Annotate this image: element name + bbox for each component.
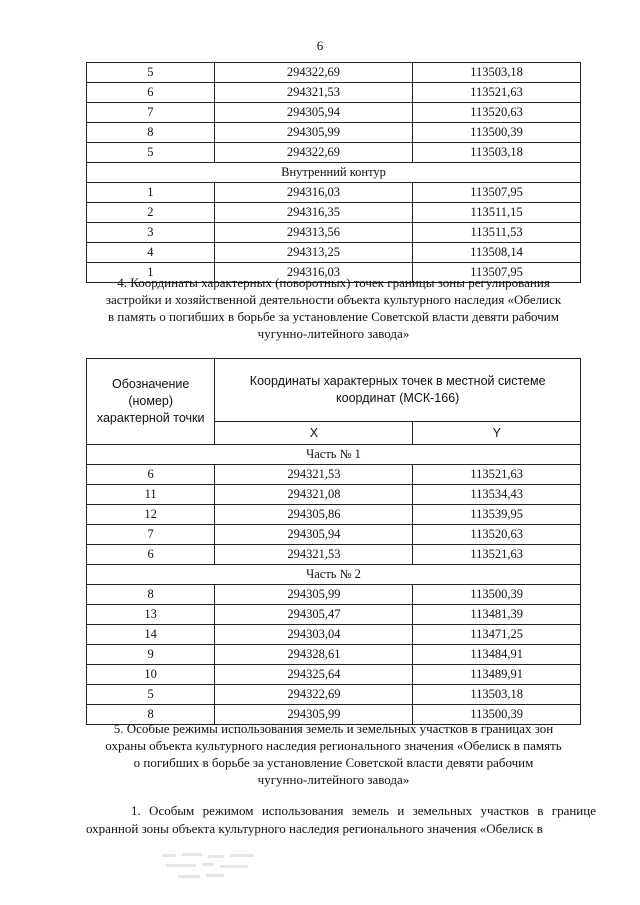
point-cell: 12 <box>87 505 215 525</box>
header-point-cell <box>87 359 215 445</box>
x-cell: 294305,94 <box>214 103 412 123</box>
section-4-title <box>86 274 581 342</box>
point-cell: 1 <box>87 183 215 203</box>
section-5-line: 5. Особые режимы использования земель и земельных участков в границах зон <box>113 721 554 736</box>
point-cell: 5 <box>87 143 215 163</box>
y-cell: 113481,39 <box>413 605 581 625</box>
header-point-line: (номер) <box>128 394 174 408</box>
table-row <box>87 183 581 203</box>
y-cell: 113511,15 <box>413 203 581 223</box>
point-cell: 14 <box>87 625 215 645</box>
point-cell: 7 <box>87 103 215 123</box>
header-y: Y <box>413 422 581 445</box>
y-cell: 113507,95 <box>413 183 581 203</box>
table-row <box>87 83 581 103</box>
x-cell: 294305,86 <box>215 505 413 525</box>
x-cell: 294316,03 <box>214 263 412 283</box>
header-point-line: Обозначение <box>112 377 190 391</box>
x-cell: 294322,69 <box>215 685 413 705</box>
point-cell: 6 <box>87 545 215 565</box>
x-cell: 294328,61 <box>215 645 413 665</box>
section-5-line: о погибших в борьбе за установление Советской власти девяти рабочим <box>133 755 534 770</box>
x-cell: 294321,53 <box>215 465 413 485</box>
table-row <box>87 505 581 525</box>
y-cell: 113521,63 <box>413 545 581 565</box>
y-cell: 113508,14 <box>413 243 581 263</box>
x-cell: 294303,04 <box>215 625 413 645</box>
x-cell: 294305,47 <box>215 605 413 625</box>
x-cell: 294316,03 <box>214 183 412 203</box>
y-cell: 113539,95 <box>413 505 581 525</box>
point-cell: 10 <box>87 665 215 685</box>
x-cell: 294313,25 <box>214 243 412 263</box>
point-cell: 4 <box>87 243 215 263</box>
x-cell: 294305,99 <box>215 585 413 605</box>
table-row <box>87 465 581 485</box>
paragraph-1: 1. Особым режимом использования земель и земельных участков в границе охранной зоны объекта культурного наследия регионального значения «Обелиск в <box>86 803 596 836</box>
point-cell: 8 <box>87 585 215 605</box>
section-5-title <box>86 720 581 788</box>
part-1-label-row <box>87 445 581 465</box>
y-cell: 113511,53 <box>413 223 581 243</box>
section-5-line: чугунно-литейного завода» <box>257 772 410 787</box>
part-2-label-row <box>87 565 581 585</box>
point-cell: 5 <box>87 685 215 705</box>
y-cell: 113507,95 <box>413 263 581 283</box>
point-cell: 6 <box>87 83 215 103</box>
header-coords-line: координат (МСК-166) <box>336 391 460 405</box>
table-row <box>87 223 581 243</box>
table-row <box>87 665 581 685</box>
point-cell: 3 <box>87 223 215 243</box>
y-cell: 113520,63 <box>413 525 581 545</box>
table-row <box>87 625 581 645</box>
point-cell: 6 <box>87 465 215 485</box>
header-coords-cell <box>215 359 581 422</box>
x-cell: 294305,99 <box>214 123 412 143</box>
x-cell: 294305,94 <box>215 525 413 545</box>
inner-contour-label-row <box>87 163 581 183</box>
table-row <box>87 63 581 83</box>
y-cell: 113484,91 <box>413 645 581 665</box>
point-cell: 1 <box>87 263 215 283</box>
y-cell: 113534,43 <box>413 485 581 505</box>
x-cell: 294316,35 <box>214 203 412 223</box>
section-4-line: в память о погибших в борьбе за установление Советской власти девяти рабочим <box>108 309 559 324</box>
table-row <box>87 123 581 143</box>
table-row <box>87 143 581 163</box>
top-coordinates-table <box>86 62 581 283</box>
header-coords-line: Координаты характерных точек в местной системе <box>249 374 546 388</box>
y-cell: 113521,63 <box>413 83 581 103</box>
table-row <box>87 685 581 705</box>
x-cell: 294305,99 <box>215 705 413 725</box>
y-cell: 113503,18 <box>413 143 581 163</box>
point-cell: 8 <box>87 705 215 725</box>
point-cell: 8 <box>87 123 215 143</box>
x-cell: 294325,64 <box>215 665 413 685</box>
point-cell: 9 <box>87 645 215 665</box>
point-cell: 7 <box>87 525 215 545</box>
page-number: 6 <box>316 38 324 53</box>
x-cell: 294321,08 <box>215 485 413 505</box>
header-x: X <box>215 422 413 445</box>
part-1-label: Часть № 1 <box>87 445 581 465</box>
table-row <box>87 103 581 123</box>
y-cell: 113521,63 <box>413 465 581 485</box>
x-cell: 294313,56 <box>214 223 412 243</box>
table-row <box>87 525 581 545</box>
section-5-line: охраны объекта культурного наследия регионального значения «Обелиск в память <box>105 738 562 753</box>
header-point-line: характерной точки <box>96 411 205 425</box>
faint-stamp-mark <box>160 850 270 882</box>
y-cell: 113500,39 <box>413 705 581 725</box>
y-cell: 113503,18 <box>413 63 581 83</box>
point-cell: 5 <box>87 63 215 83</box>
table-row <box>87 585 581 605</box>
table-row <box>87 645 581 665</box>
y-cell: 113500,39 <box>413 123 581 143</box>
section-4-line: застройки и хозяйственной деятельности объекта культурного наследия «Обелиск <box>105 292 562 307</box>
section-4-line: 4. Координаты характерных (поворотных) точек границы зоны регулирования <box>117 275 550 290</box>
table-row <box>87 243 581 263</box>
y-cell: 113500,39 <box>413 585 581 605</box>
y-cell: 113471,25 <box>413 625 581 645</box>
part-2-label: Часть № 2 <box>87 565 581 585</box>
y-cell: 113489,91 <box>413 665 581 685</box>
x-cell: 294321,53 <box>215 545 413 565</box>
table-row <box>87 485 581 505</box>
table-row <box>87 203 581 223</box>
table-row <box>87 605 581 625</box>
table-row <box>87 545 581 565</box>
x-cell: 294322,69 <box>214 63 412 83</box>
point-cell: 2 <box>87 203 215 223</box>
section-4-line: чугунно-литейного завода» <box>257 326 410 341</box>
main-coordinates-table <box>86 358 581 725</box>
inner-contour-label: Внутренний контур <box>87 163 581 183</box>
point-cell: 13 <box>87 605 215 625</box>
point-cell: 11 <box>87 485 215 505</box>
x-cell: 294322,69 <box>214 143 412 163</box>
x-cell: 294321,53 <box>214 83 412 103</box>
y-cell: 113503,18 <box>413 685 581 705</box>
y-cell: 113520,63 <box>413 103 581 123</box>
